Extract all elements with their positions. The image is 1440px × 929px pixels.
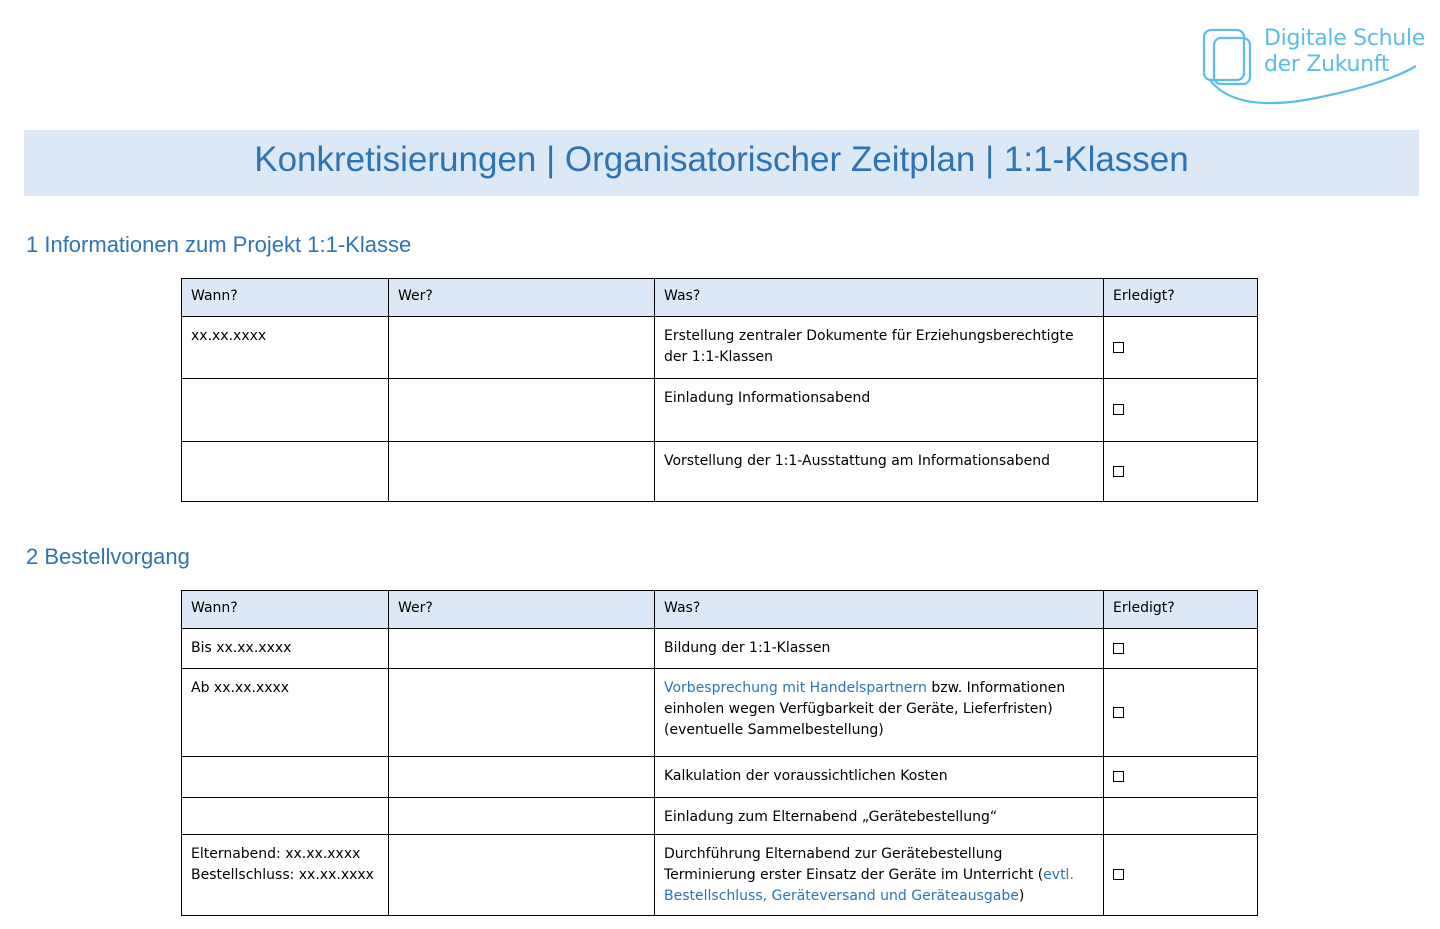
cell-was: Einladung Informationsabend	[655, 379, 1104, 442]
cell-wann-line2: Bestellschluss: xx.xx.xxxx	[191, 867, 374, 883]
col-wer: Wer?	[389, 591, 655, 629]
checkbox[interactable]	[1113, 643, 1124, 654]
cell-wann: Bis xx.xx.xxxx	[182, 629, 389, 669]
table-row	[182, 379, 1258, 442]
cell-erledigt	[1104, 317, 1258, 379]
col-erledigt: Erledigt?	[1104, 279, 1258, 317]
cell-erledigt	[1104, 835, 1258, 916]
handelspartner-link[interactable]: Vorbesprechung mit Handelspartnern	[664, 680, 927, 696]
checkbox[interactable]	[1113, 707, 1124, 718]
col-wer: Wer?	[389, 279, 655, 317]
section2-heading: 2 Bestellvorgang	[26, 544, 190, 569]
cell-was: Kalkulation der voraussichtlichen Kosten	[655, 757, 1104, 798]
cell-was	[655, 835, 1104, 916]
cell-wer[interactable]	[389, 669, 655, 757]
cell-wer[interactable]	[389, 757, 655, 798]
cell-wer[interactable]	[389, 379, 655, 442]
title-band	[24, 130, 1419, 196]
table-row	[182, 798, 1258, 835]
logo-line1: Digitale Schule	[1264, 26, 1425, 51]
cell-was: Vorstellung der 1:1-Ausstattung am Informationsabend	[655, 442, 1104, 502]
cell-was	[655, 669, 1104, 757]
table-row	[182, 629, 1258, 669]
table-row	[182, 317, 1258, 379]
cell-wann	[182, 798, 389, 835]
cell-was: Erstellung zentraler Dokumente für Erziehungsberechtigte der 1:1-Klassen	[655, 317, 1104, 379]
cell-wer[interactable]	[389, 317, 655, 379]
cell-wer[interactable]	[389, 798, 655, 835]
section2-table	[181, 590, 1258, 916]
cell-was: Einladung zum Elternabend „Gerätebestellung“	[655, 798, 1104, 835]
col-was: Was?	[655, 591, 1104, 629]
cell-erledigt	[1104, 629, 1258, 669]
table-header-row	[182, 591, 1258, 629]
cell-erledigt	[1104, 669, 1258, 757]
cell-wer[interactable]	[389, 629, 655, 669]
checkbox[interactable]	[1113, 342, 1124, 353]
cell-wann-line1: Elternabend: xx.xx.xxxx	[191, 846, 361, 862]
col-wann: Wann?	[182, 591, 389, 629]
cell-erledigt	[1104, 442, 1258, 502]
page-title: Konkretisierungen | Organisatorischer Zeitplan | 1:1-Klassen	[254, 140, 1189, 179]
checkbox[interactable]	[1113, 466, 1124, 477]
cell-was-text: bzw. Informationen einholen wegen Verfügbarkeit der Geräte, Lieferfristen) (eventuelle Sammelbestellung)	[664, 680, 1066, 738]
section1-heading: 1 Informationen zum Projekt 1:1-Klasse	[26, 232, 412, 257]
table-row	[182, 669, 1258, 757]
cell-wer[interactable]	[389, 835, 655, 916]
cell-wann	[182, 442, 389, 502]
cell-wann: Ab xx.xx.xxxx	[182, 669, 389, 757]
table-row	[182, 757, 1258, 798]
table-row	[182, 442, 1258, 502]
cell-was: Bildung der 1:1-Klassen	[655, 629, 1104, 669]
col-erledigt: Erledigt?	[1104, 591, 1258, 629]
cell-wann	[182, 757, 389, 798]
section1-table	[181, 278, 1258, 502]
cell-wer[interactable]	[389, 442, 655, 502]
cell-was-line1: Durchführung Elternabend zur Gerätebestellung	[664, 846, 1003, 862]
cell-wann	[182, 379, 389, 442]
logo-text	[1264, 26, 1425, 78]
bestellschluss-link[interactable]: evtl. Bestellschluss, Geräteversand und Geräteausgabe	[664, 867, 1074, 904]
checkbox[interactable]	[1113, 869, 1124, 880]
cell-erledigt	[1104, 379, 1258, 442]
cell-erledigt	[1104, 757, 1258, 798]
col-was: Was?	[655, 279, 1104, 317]
checkbox[interactable]	[1113, 404, 1124, 415]
logo-line2: der Zukunft	[1264, 52, 1390, 77]
col-wann: Wann?	[182, 279, 389, 317]
cell-wann	[182, 835, 389, 916]
cell-was-line2-end: )	[1018, 888, 1025, 904]
checkbox[interactable]	[1113, 771, 1124, 782]
cell-wann: xx.xx.xxxx	[182, 317, 389, 379]
table-header-row	[182, 279, 1258, 317]
cell-was-line2: Terminierung erster Einsatz der Geräte im Unterricht (	[664, 867, 1044, 883]
table-row	[182, 835, 1258, 916]
cell-erledigt	[1104, 798, 1258, 835]
